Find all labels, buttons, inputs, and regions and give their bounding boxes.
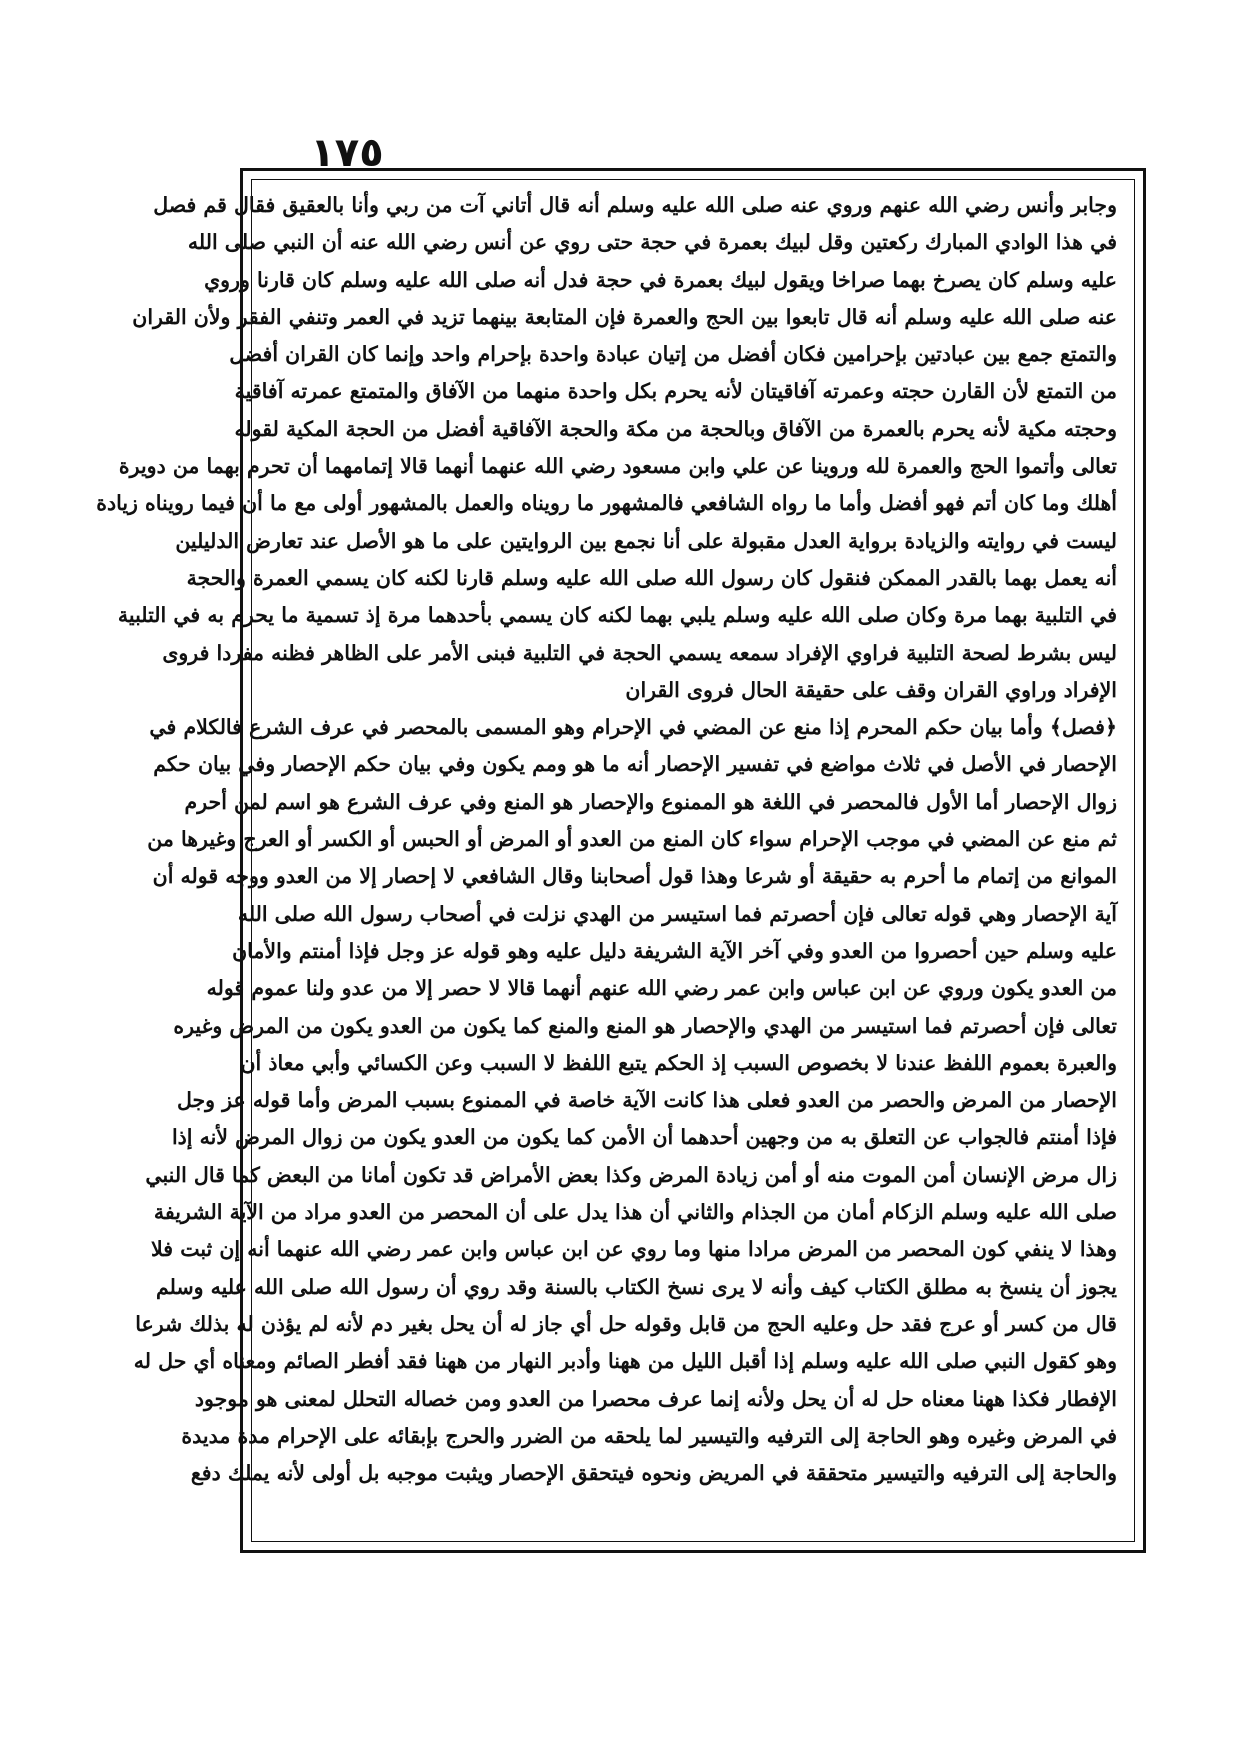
- text-line: أنه يعمل بهما بالقدر الممكن فنقول كان رسول الله صلى الله عليه وسلم قارنا لكنه كان يسمي العمرة والحجة: [186, 565, 1117, 590]
- text-line: ليست في روايته والزيادة برواية العدل مقبولة على أنا نجمع بين الروايتين على ما هو الأصل عند تعارض الدليلين: [175, 528, 1117, 553]
- text-line: تعالى فإن أحصرتم فما استيسر من الهدي والإحصار هو المنع والمنع كما يكون من العدو يكون من المرض وغيره: [173, 1013, 1117, 1038]
- text-line: وهو كقول النبي صلى الله عليه وسلم إذا أقبل الليل من ههنا وأدبر النهار من ههنا فقد أفطر الصائم ومعناه أي حل له: [133, 1349, 1117, 1374]
- text-line: الموانع من إتمام ما أحرم به حقيقة أو شرعا وهذا قول أصحابنا وقال الشافعي لا إحصار إلا من العدو ووجه قوله أن: [152, 864, 1117, 889]
- text-line: عليه وسلم حين أحصروا من العدو وفي آخر الآية الشريفة دليل عليه وهو قوله عز وجل فإذا أمنتم والأمان: [232, 938, 1117, 963]
- text-line: عليه وسلم كان يصرخ بهما صراخا ويقول لبيك بعمرة في حجة فدل أنه صلى الله عليه وسلم كان قارنا وروي: [204, 267, 1117, 292]
- text-line: فإذا أمنتم فالجواب عن التعلق به من وجهين أحدهما أن الأمن كما يكون من العدو يكون من زوال المرض لأنه إذا: [171, 1125, 1117, 1150]
- text-line: والحاجة إلى الترفيه والتيسير متحققة في المريض ونحوه فيتحقق الإحصار ويثبت موجبه بل أولى لأنه يملك دفع: [190, 1461, 1117, 1486]
- text-line: والتمتع جمع بين عبادتين بإحرامين فكان أفضل من إتيان عبادة واحدة بإحرام واحد وإنما كان القران أفضل: [229, 342, 1117, 367]
- text-line: زوال الإحصار أما الأول فالمحصر في اللغة هو الممنوع والإحصار هو المنع وفي عرف الشرع هو اسم لمن أحرم: [184, 789, 1117, 814]
- text-line: في هذا الوادي المبارك ركعتين وقل لبيك بعمرة في حجة حتى روي عن أنس رضي الله عنه أن النبي صلى الله: [187, 230, 1117, 255]
- text-line: الإفراد وراوي القران وقف على حقيقة الحال فروى القران: [625, 677, 1117, 702]
- text-line: تعالى وأتموا الحج والعمرة لله وروينا عن علي وابن مسعود رضي الله عنهما أنهما قالا إتمامهما أن تحرم بهما من دويرة: [118, 454, 1117, 479]
- text-line: أهلك وما كان أتم فهو أفضل وأما ما رواه الشافعي فالمشهور ما رويناه والعمل بالمشهور أولى مع ما أن فيما رويناه زيادة: [96, 491, 1117, 516]
- text-line: في التلبية بهما مرة وكان صلى الله عليه وسلم يلبي بهما لكنه كان يسمي بأحدهما مرة إذ تسمية ما يحرم به في التلبية: [117, 603, 1117, 628]
- text-line: صلى الله عليه وسلم الزكام أمان من الجذام والثاني أن هذا يدل على أن المحصر من العدو مراد من الآية الشريفة: [153, 1200, 1117, 1225]
- body-text: [96, 187, 1117, 1536]
- text-frame: [96, 168, 1146, 1553]
- text-line: والعبرة بعموم اللفظ عندنا لا بخصوص السبب إذ الحكم يتبع اللفظ لا السبب وعن الكسائي وأبي معاذ أن: [240, 1050, 1117, 1075]
- text-line: زال مرض الإنسان أمن الموت منه أو أمن زيادة المرض وكذا بعض الأمراض قد تكون أمانا من البعض كما قال النبي: [145, 1162, 1117, 1187]
- text-line: وحجته مكية لأنه يحرم بالعمرة من الآفاق وبالحجة من مكة والحجة الآفاقية أفضل من الحجة المكية لقوله: [234, 416, 1117, 441]
- text-line: يجوز أن ينسخ به مطلق الكتاب كيف وأنه لا يرى نسخ الكتاب بالسنة وقد روي أن رسول الله صلى الله عليه وسلم: [156, 1274, 1117, 1299]
- text-line: وجابر وأنس رضي الله عنهم وروي عنه صلى الله عليه وسلم أنه قال أتاني آت من ربي وأنا بالعقيق فقال قم فصل: [153, 193, 1117, 217]
- text-line: من العدو يكون وروي عن ابن عباس وابن عمر رضي الله عنهم أنهما قالا لا حصر إلا من عدو ولنا عموم قوله: [206, 976, 1117, 1001]
- text-line: وهذا لا ينفي كون المحصر من المرض مرادا منها وما روي عن ابن عباس وابن عمر رضي الله عنهما أنه إن ثبت فلا: [151, 1237, 1117, 1262]
- text-line: عنه صلى الله عليه وسلم أنه قال تابعوا بين الحج والعمرة فإن المتابعة بينهما تزيد في العمر وتنفي الفقر ولأن القران: [132, 304, 1117, 329]
- text-line: ثم منع عن المضي في موجب الإحرام سواء كان المنع من العدو أو المرض أو الحبس أو الكسر أو العرج وغيرها من: [147, 827, 1117, 852]
- text-line: قال من كسر أو عرج فقد حل وعليه الحج من قابل وقوله حل أي جاز له أن يحل بغير دم لأنه لم يؤذن له بذلك شرعا: [135, 1311, 1117, 1336]
- page-number: ١٧٥: [310, 130, 384, 176]
- text-line: الإحصار من المرض والحصر من العدو فعلى هذا كانت الآية خاصة في الممنوع بسبب المرض وأما قوله عز وجل: [176, 1088, 1117, 1113]
- text-line: الإحصار في الأصل في ثلاث مواضع في تفسير الإحصار أنه ما هو ومم يكون وفي بيان حكم الإحصار وفي بيان حكم: [153, 752, 1117, 777]
- text-line: من التمتع لأن القارن حجته وعمرته آفاقيتان لأنه يحرم بكل واحدة منهما من الآفاق والمتمتع عمرته آفاقية: [234, 379, 1117, 404]
- text-line: ليس بشرط لصحة التلبية فراوي الإفراد سمعه يسمي الحجة في التلبية فبنى الأمر على الظاهر فظنه مفردا فروى: [162, 640, 1117, 665]
- text-line: ﴿فصل﴾ وأما بيان حكم المحرم إذا منع عن المضي في الإحرام وهو المسمى بالمحصر في عرف الشرع فالكلام في: [149, 715, 1117, 740]
- text-line: في المرض وغيره وهو الحاجة إلى الترفيه والتيسير لما يلحقه من الضرر والحرج بإبقائه على الإحرام مدة مديدة: [181, 1423, 1117, 1448]
- text-line: الإفطار فكذا ههنا معناه حل له أن يحل ولأنه إنما عرف محصرا من العدو ومن خصاله التحلل لمعنى هو موجود: [194, 1386, 1117, 1411]
- text-line: آية الإحصار وهي قوله تعالى فإن أحصرتم فما استيسر من الهدي نزلت في أصحاب رسول الله صلى الله: [237, 901, 1117, 926]
